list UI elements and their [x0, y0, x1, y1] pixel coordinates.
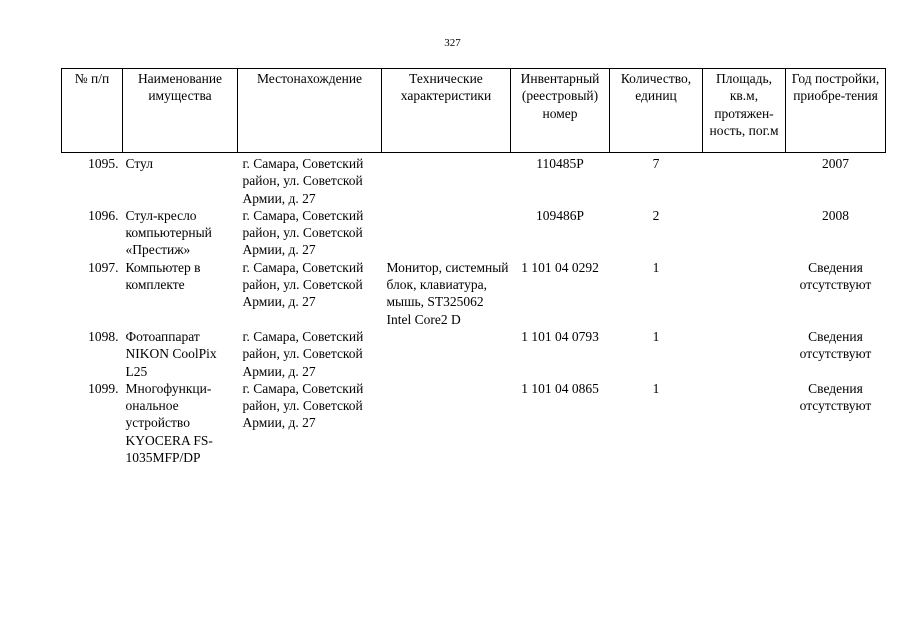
row-inventory-number: 1 101 04 0793: [521, 328, 599, 344]
row-year: Сведения отсутствуют: [799, 259, 872, 293]
row-year: Сведения отсутствуют: [799, 328, 872, 362]
table-header: [62, 69, 886, 153]
header-name: Наименование имущества: [123, 69, 238, 153]
row-quantity: 1: [652, 259, 660, 275]
row-area: [703, 380, 786, 466]
row-technical: [382, 380, 511, 466]
table-body: [62, 153, 886, 467]
row-location: г. Самара, Советский район, ул. Советской Армии, д. 27: [242, 156, 364, 206]
row-name: Фотоаппарат NIKON CoolPix L25: [125, 328, 217, 379]
table-row: [62, 207, 886, 259]
row-quantity: 1: [652, 380, 660, 396]
row-number: 1096.: [88, 207, 119, 223]
row-technical: [382, 328, 511, 380]
row-name: Стул-кресло компьютерный «Престиж»: [125, 207, 212, 258]
row-number: 1098.: [88, 328, 119, 344]
header-area: Площадь, кв.м, протяжен-ность, пог.м: [703, 69, 786, 153]
row-year: 2008: [822, 207, 849, 223]
row-location: г. Самара, Советский район, ул. Советской Армии, д. 27: [242, 259, 364, 310]
header-quantity: Количество, единиц: [610, 69, 703, 153]
row-inventory-number: 109486Р: [535, 207, 584, 223]
row-name: Компьютер в комплекте: [125, 259, 201, 293]
header-inventory-number: Инвентарный (реестровый) номер: [511, 69, 610, 153]
row-quantity: 1: [652, 328, 660, 344]
row-number: 1095.: [88, 156, 119, 171]
row-number: 1099.: [88, 380, 119, 396]
header-number: № п/п: [62, 69, 123, 153]
row-year: Сведения отсутствуют: [799, 380, 872, 414]
row-location: г. Самара, Советский район, ул. Советской Армии, д. 27: [242, 380, 364, 431]
row-inventory-number: 1 101 04 0865: [521, 380, 599, 396]
table-row: [62, 155, 886, 207]
row-area: [703, 259, 786, 328]
property-table: [61, 68, 886, 466]
row-number: 1097.: [88, 259, 119, 275]
table-row: [62, 328, 886, 380]
row-area: [703, 207, 786, 259]
row-name: Стул: [125, 156, 153, 171]
row-area: [703, 155, 786, 207]
row-location: г. Самара, Советский район, ул. Советской Армии, д. 27: [242, 328, 364, 379]
row-technical: [382, 207, 511, 259]
row-year: 2007: [822, 156, 849, 171]
table-row: [62, 259, 886, 328]
row-technical: [382, 155, 511, 207]
header-technical: Технические характеристики: [382, 69, 511, 153]
row-name: Многофункци-ональное устройство KYOCERA FS-1035MFP/DP: [125, 380, 213, 466]
row-location: г. Самара, Советский район, ул. Советской Армии, д. 27: [242, 207, 364, 258]
page-number: 327: [444, 37, 461, 49]
row-quantity: 7: [652, 156, 660, 171]
row-technical: Монитор, системный блок, клавиатура, мышь, ST325062 Intel Core2 D: [386, 259, 509, 327]
header-location: Местонахождение: [238, 69, 382, 153]
header-year: Год постройки, приобре-тения: [786, 69, 886, 153]
table-row: [62, 380, 886, 466]
row-inventory-number: 110485Р: [536, 156, 584, 171]
row-inventory-number: 1 101 04 0292: [521, 259, 599, 275]
row-area: [703, 328, 786, 380]
row-quantity: 2: [652, 207, 660, 223]
